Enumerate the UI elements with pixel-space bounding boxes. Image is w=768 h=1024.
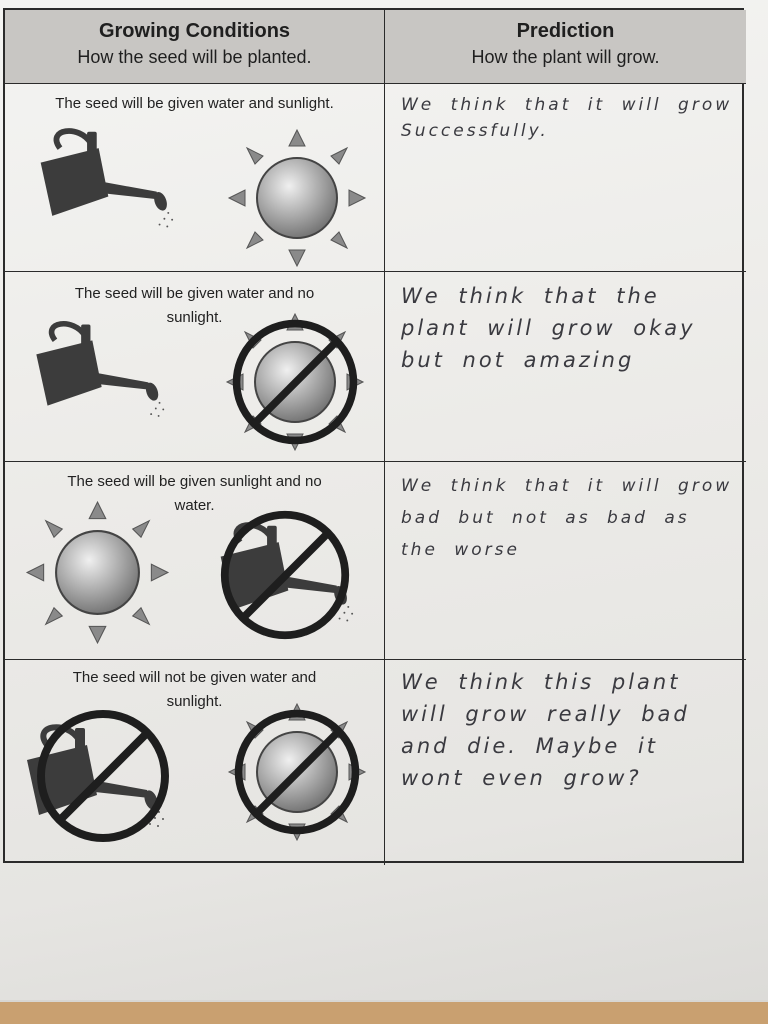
prohibition-sign-icon	[33, 706, 173, 846]
worksheet-table	[3, 8, 744, 863]
prediction-cell-1	[385, 84, 746, 272]
condition-cell-4	[5, 660, 385, 865]
sun-icon	[227, 128, 367, 268]
prohibition-sign-icon	[229, 316, 361, 448]
prediction-cell-2	[385, 272, 746, 462]
watering-can-icon	[27, 317, 167, 429]
condition-text: The seed will be given water and sunlight.	[55, 95, 334, 112]
header-prediction	[385, 10, 746, 84]
handwritten-prediction: We think that it will grow bad but not as bad as the worse	[401, 476, 733, 560]
header-title-left: Growing Conditions	[98, 20, 291, 42]
condition-text: The seed will not be given water and sunlight.	[72, 669, 317, 710]
prohibition-sign-icon	[231, 706, 363, 838]
condition-cell-2	[5, 272, 385, 462]
handwritten-prediction: We think that the plant will grow okay but not amazing	[401, 284, 696, 372]
header-title-right: Prediction	[516, 20, 615, 42]
header-subtitle-left: How the seed will be planted.	[77, 47, 312, 67]
condition-cell-3	[5, 462, 385, 660]
handwritten-prediction: We think this plant will grow really bad and die. Maybe it wont even grow?	[401, 670, 690, 790]
condition-text: The seed will be given sunlight and no water.	[67, 473, 322, 514]
wooden-table-edge	[0, 1002, 768, 1024]
header-growing-conditions	[5, 10, 385, 84]
header-subtitle-right: How the plant will grow.	[471, 47, 660, 67]
sun-icon	[25, 500, 170, 645]
prohibition-sign-icon	[217, 507, 353, 643]
prediction-cell-3	[385, 462, 746, 660]
prediction-cell-4	[385, 660, 746, 865]
handwritten-prediction: We think that it will grow Successfully.	[401, 95, 733, 141]
watering-can-icon	[31, 124, 176, 240]
condition-text: The seed will be given water and no sunlight.	[74, 285, 315, 326]
condition-cell-1	[5, 84, 385, 272]
